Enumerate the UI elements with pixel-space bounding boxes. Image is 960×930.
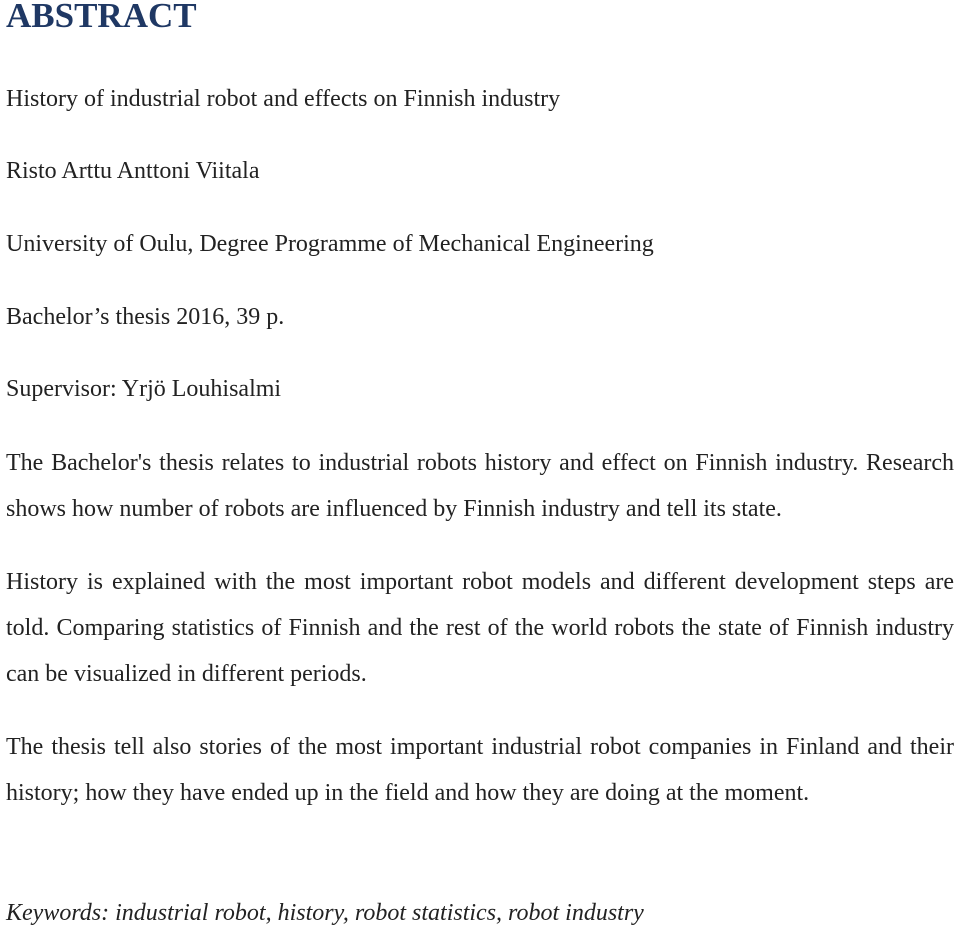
keywords-line: Keywords: industrial robot, history, robot statistics, robot industry [6,900,644,926]
thesis-info: Bachelor’s thesis 2016, 39 p. [6,304,285,330]
supervisor-line: Supervisor: Yrjö Louhisalmi [6,376,282,402]
author-name: Risto Arttu Anttoni Viitala [6,158,260,184]
thesis-title: History of industrial robot and effects on Finnish industry [6,86,561,112]
abstract-heading: ABSTRACT [6,0,197,35]
university-line: University of Oulu, Degree Programme of Mechanical Engineering [6,231,654,257]
abstract-paragraph-2: History is explained with the most important robot models and different development steps are told. Comparing statistics of Finnish and the rest of the world robots the state of Finnish industry can be visualized in different periods. [6,569,954,687]
abstract-paragraph-3: The thesis tell also stories of the most important industrial robot companies in Finland and their history; how they have ended up in the field and how they are doing at the moment. [6,734,954,806]
abstract-paragraph-1: The Bachelor's thesis relates to industrial robots history and effect on Finnish industry. Research shows how number of robots are influenced by Finnish industry and tell its state. [6,450,954,522]
